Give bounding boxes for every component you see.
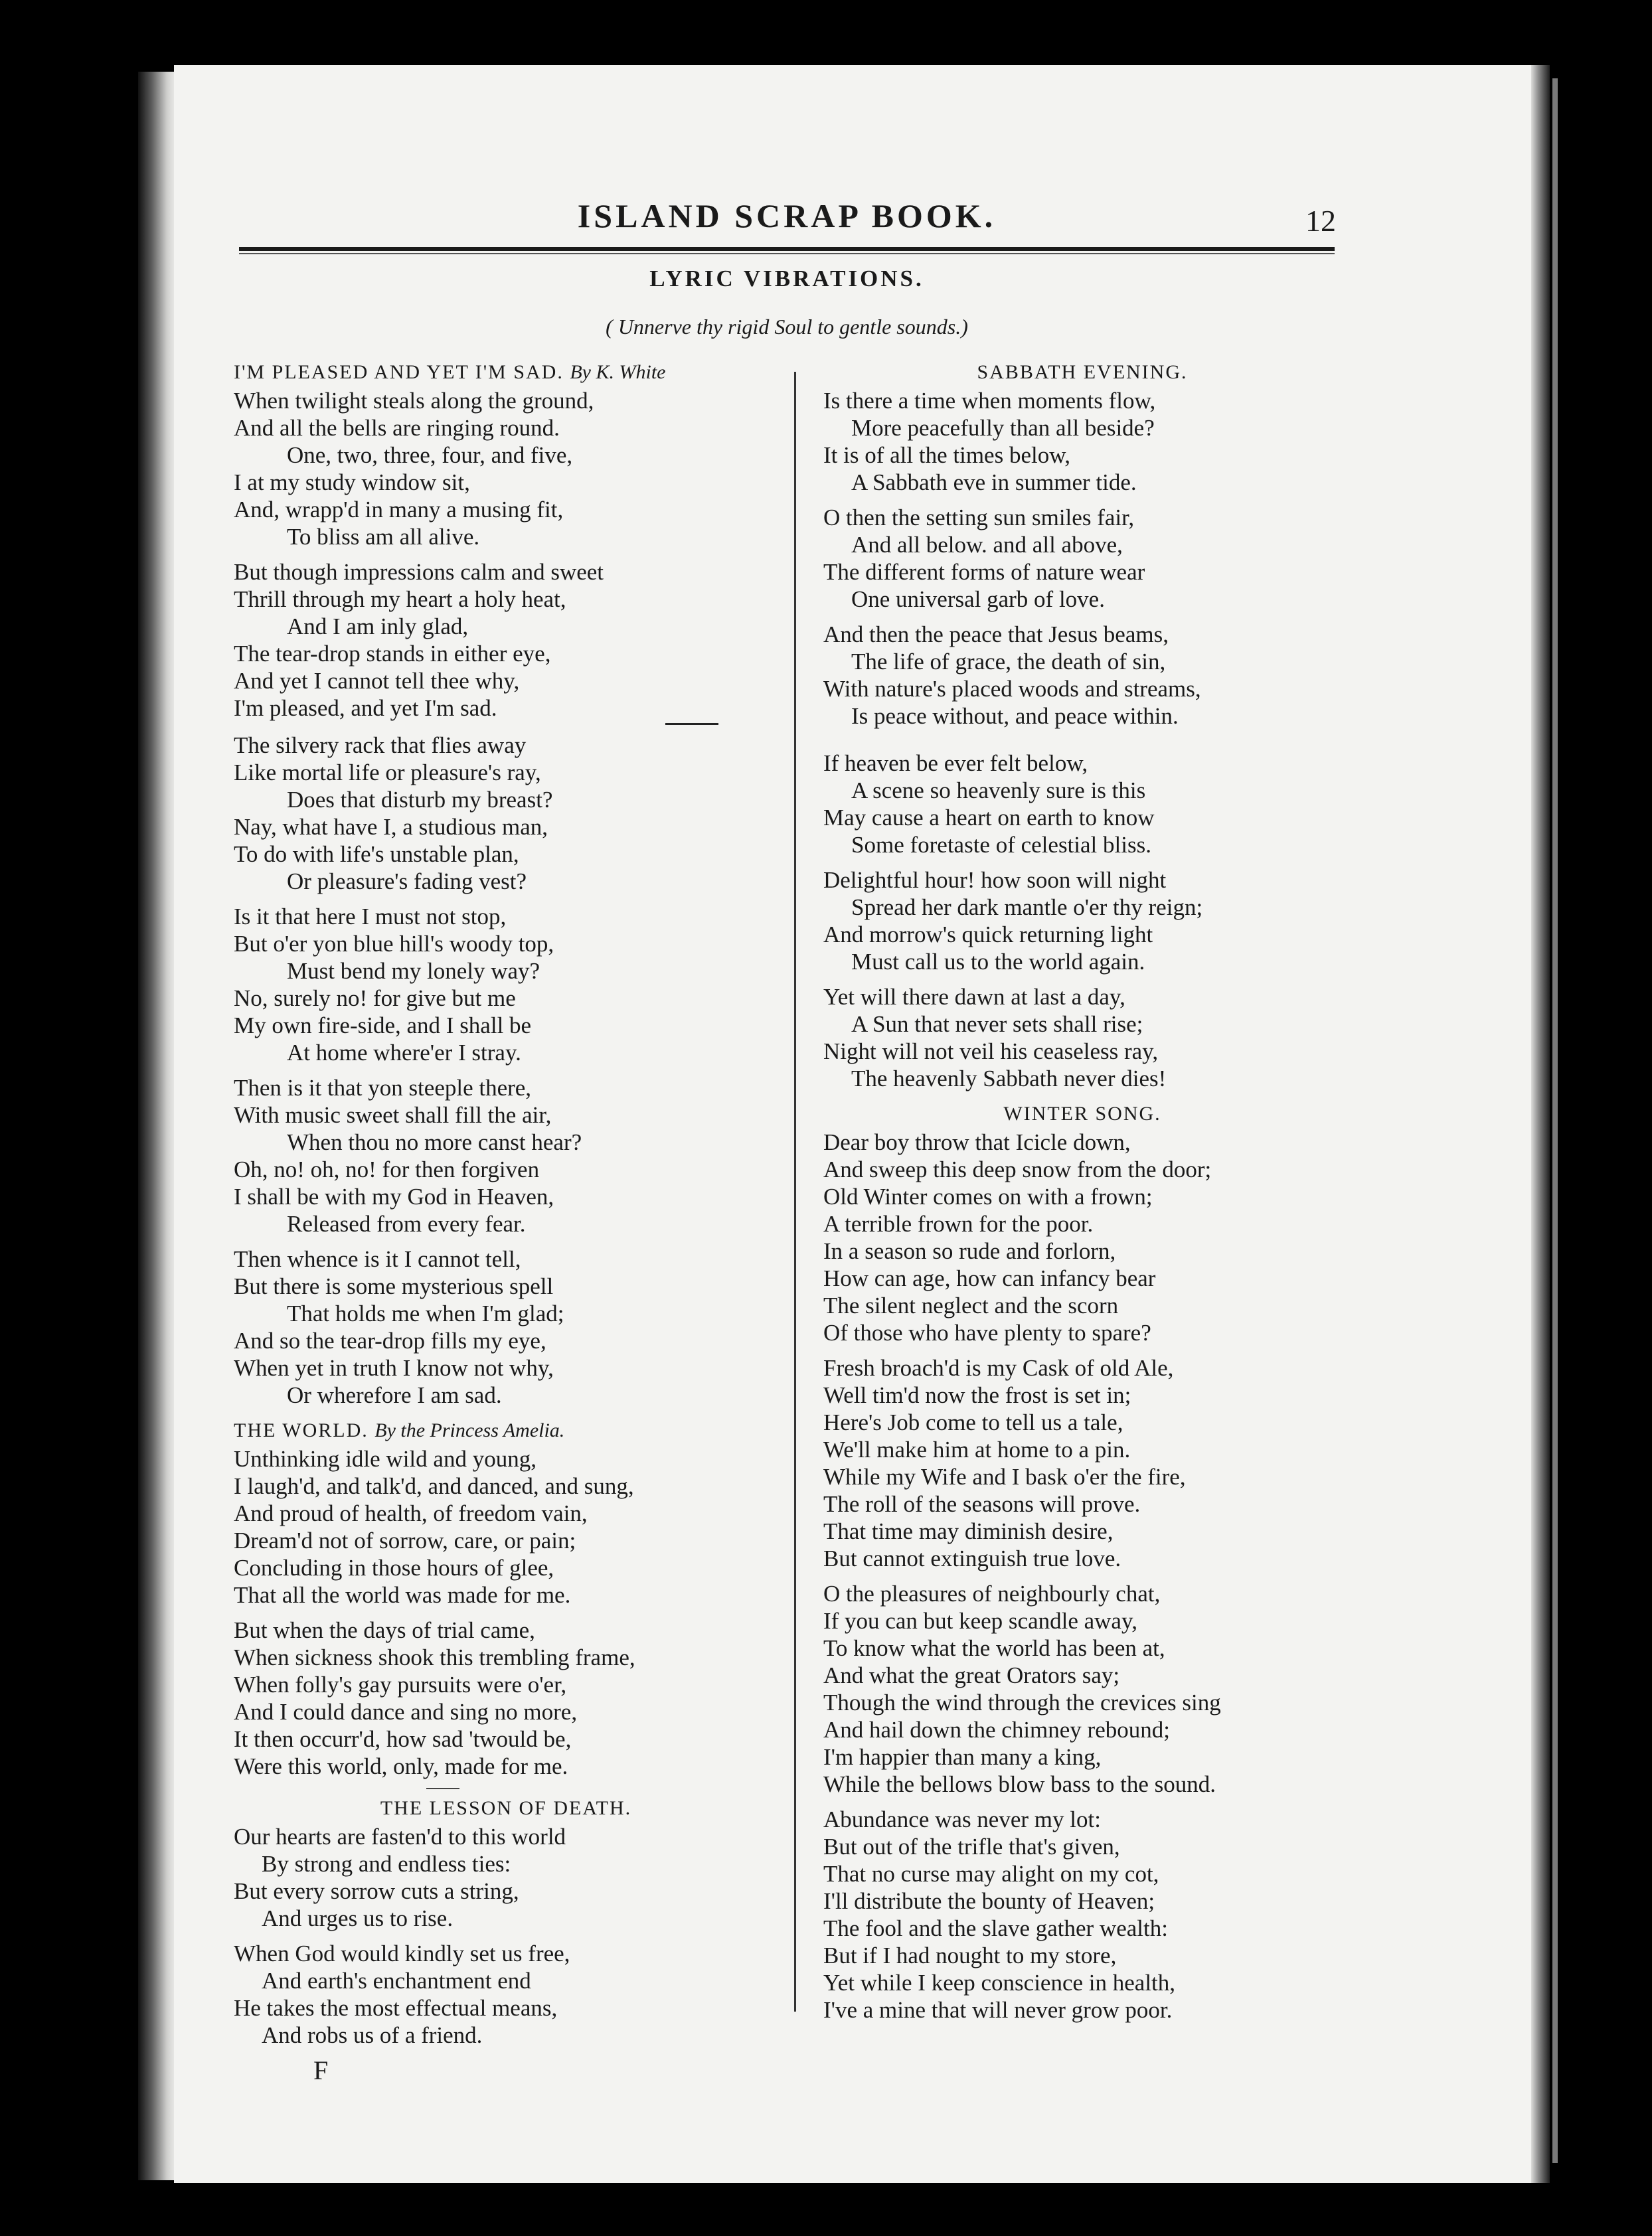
verse-line: The silent neglect and the scorn (823, 1293, 1119, 1318)
verse-line: Is it that here I must not stop, (234, 904, 507, 929)
poem-title-text: THE WORLD. (234, 1419, 369, 1441)
verse-line: Of those who have plenty to spare? (823, 1320, 1151, 1346)
verse-line: And robs us of a friend. (262, 2022, 483, 2048)
verse-line: Unthinking idle wild and young, (234, 1446, 537, 1472)
stanza (823, 1354, 1341, 1572)
verse-line: When God would kindly set us free, (234, 1941, 570, 1966)
verse-line: And hail down the chimney rebound; (823, 1717, 1170, 1743)
stanza (823, 504, 1341, 613)
right-column (823, 359, 1341, 2032)
poem-author: By K. White (570, 361, 666, 383)
poem-the-world (234, 1417, 778, 1780)
verse-line: May cause a heart on earth to know (823, 805, 1155, 831)
stanza (823, 866, 1341, 975)
verse-line: The life of grace, the death of sin, (851, 649, 1166, 675)
verse-line: Or pleasure's fading vest? (287, 868, 527, 894)
stanza (234, 1940, 778, 2049)
stanza (234, 1823, 778, 1932)
column-divider (794, 372, 796, 2012)
verse-line: With music sweet shall fill the air, (234, 1102, 552, 1128)
poem-title-text: I'M PLEASED AND YET I'M SAD. (234, 361, 564, 383)
verse-line: And what the great Orators say; (823, 1662, 1120, 1688)
section-title: LYRIC VIBRATIONS. (649, 266, 924, 291)
stanza (234, 1617, 778, 1780)
stanza-separator (665, 723, 718, 725)
verse-line: But when the days of trial came, (234, 1617, 535, 1643)
verse-line: Night will not veil his ceaseless ray, (823, 1038, 1159, 1064)
verse-line: To know what the world has been at, (823, 1635, 1165, 1661)
verse-line: And all the bells are ringing round. (234, 415, 560, 441)
verse-line: A scene so heavenly sure is this (851, 777, 1146, 803)
verse-line: And earth's enchantment end (262, 1968, 531, 1994)
poem-title: WINTER SONG. (1003, 1103, 1161, 1125)
verse-line: I've a mine that will never grow poor. (823, 1997, 1173, 2023)
poem-separator (426, 1788, 459, 1789)
verse-line: Were this world, only, made for me. (234, 1753, 568, 1779)
stanza (234, 1245, 778, 1409)
stanza (823, 1580, 1341, 1798)
verse-line: Yet while I keep conscience in health, (823, 1970, 1176, 1996)
section-epigraph: ( Unnerve thy rigid Soul to gentle sounds.) (606, 315, 968, 339)
verse-line: If heaven be ever felt below, (823, 750, 1088, 776)
verse-line: But cannot extinguish true love. (823, 1546, 1121, 1571)
verse-line: But though impressions calm and sweet (234, 559, 604, 585)
verse-line: When yet in truth I know not why, (234, 1355, 554, 1381)
verse-line: Then whence is it I cannot tell, (234, 1246, 521, 1272)
verse-line: Here's Job come to tell us a tale, (823, 1409, 1123, 1435)
verse-line: And then the peace that Jesus beams, (823, 621, 1169, 647)
verse-line: Oh, no! oh, no! for then forgiven (234, 1157, 540, 1182)
left-column (234, 359, 778, 2084)
verse-line: Well tim'd now the frost is set in; (823, 1382, 1131, 1408)
verse-line: Released from every fear. (287, 1211, 526, 1237)
poem-author: By the Princess Amelia. (374, 1419, 565, 1441)
verse-line: Or wherefore I am sad. (287, 1382, 502, 1408)
verse-line: I shall be with my God in Heaven, (234, 1184, 554, 1210)
page-edge-right-line (1552, 78, 1558, 2163)
verse-line: When sickness shook this trembling frame, (234, 1644, 635, 1670)
poem-title (234, 1417, 778, 1444)
verse-line: That no curse may alight on my cot, (823, 1861, 1159, 1887)
verse-line: Like mortal life or pleasure's ray, (234, 759, 541, 785)
poem-title: THE LESSON OF DEATH. (380, 1797, 632, 1819)
stanza (823, 983, 1341, 1092)
verse-line: And, wrapp'd in many a musing fit, (234, 497, 564, 522)
verse-line: It is of all the times below, (823, 442, 1070, 468)
verse-line: No, surely no! for give but me (234, 985, 516, 1011)
stanza-list (234, 1445, 778, 1780)
verse-line: But there is some mysterious spell (234, 1273, 554, 1299)
poem-signature: F (313, 2055, 329, 2085)
poem-title (234, 359, 778, 386)
verse-line: And morrow's quick returning light (823, 921, 1153, 947)
verse-line: But o'er yon blue hill's woody top, (234, 931, 554, 957)
verse-line: The roll of the seasons will prove. (823, 1491, 1141, 1517)
binding-shadow-left (138, 72, 177, 2180)
verse-line: Thrill through my heart a holy heat, (234, 586, 566, 612)
verse-line: Concluding in those hours of glee, (234, 1555, 554, 1581)
verse-line: When folly's gay pursuits were o'er, (234, 1672, 567, 1698)
stanza-list (823, 387, 1341, 1092)
verse-line: We'll make him at home to a pin. (823, 1437, 1131, 1463)
verse-line: Fresh broach'd is my Cask of old Ale, (823, 1355, 1174, 1381)
verse-line: That holds me when I'm glad; (287, 1301, 564, 1326)
stanza (234, 732, 778, 895)
stanza (234, 903, 778, 1066)
verse-line: I laugh'd, and talk'd, and danced, and sung, (234, 1473, 634, 1499)
verse-line: With nature's placed woods and streams, (823, 676, 1201, 702)
poem-title: SABBATH EVENING. (977, 361, 1188, 383)
header-rule-thin (239, 253, 1335, 254)
verse-line: The heavenly Sabbath never dies! (851, 1066, 1167, 1091)
page-number: 12 (1305, 204, 1336, 238)
verse-line: At home where'er I stray. (287, 1040, 521, 1066)
running-header (239, 197, 1335, 243)
verse-line: Must call us to the world again. (851, 949, 1145, 975)
verse-line: One, two, three, four, and five, (287, 442, 573, 468)
verse-line: While the bellows blow bass to the sound. (823, 1771, 1216, 1797)
poem-winter-song (823, 1100, 1341, 2024)
stanza (823, 750, 1341, 858)
verse-line: By strong and endless ties: (262, 1851, 511, 1877)
stanza (823, 387, 1341, 496)
verse-line: If you can but keep scandle away, (823, 1608, 1137, 1634)
stanza-gap (823, 738, 1341, 750)
verse-line: And sweep this deep snow from the door; (823, 1157, 1212, 1182)
stanza (234, 1074, 778, 1238)
publication-title: ISLAND SCRAP BOOK. (577, 197, 997, 234)
verse-line: I'm happier than many a king, (823, 1744, 1102, 1770)
verse-line: The silvery rack that flies away (234, 732, 527, 758)
verse-line: And so the tear-drop fills my eye, (234, 1328, 546, 1354)
stanza (823, 1806, 1341, 2024)
verse-line: Old Winter comes on with a frown; (823, 1184, 1153, 1210)
verse-line: The tear-drop stands in either eye, (234, 641, 551, 667)
header-rule (239, 247, 1335, 251)
verse-line: To do with life's unstable plan, (234, 841, 519, 867)
verse-line: Is there a time when moments flow, (823, 388, 1156, 414)
verse-line: Dear boy throw that Icicle down, (823, 1129, 1131, 1155)
page-edge-right (1531, 65, 1550, 2183)
verse-line: How can age, how can infancy bear (823, 1265, 1156, 1291)
stanza-list (234, 387, 778, 1409)
stanza (823, 621, 1341, 730)
verse-line: When thou no more canst hear? (287, 1129, 582, 1155)
poem-pleased-and-sad (234, 359, 778, 1409)
verse-line: The different forms of nature wear (823, 559, 1145, 585)
stanza (823, 1129, 1341, 1346)
verse-line: But if I had nought to my store, (823, 1943, 1117, 1968)
verse-line: A terrible frown for the poor. (823, 1211, 1094, 1237)
stanza-list (823, 1129, 1341, 2024)
verse-line: He takes the most effectual means, (234, 1995, 558, 2021)
verse-line: O the pleasures of neighbourly chat, (823, 1581, 1161, 1607)
verse-line: That all the world was made for me. (234, 1582, 571, 1608)
verse-line: The fool and the slave gather wealth: (823, 1915, 1168, 1941)
verse-line: Some foretaste of celestial bliss. (851, 832, 1151, 858)
verse-line: I'll distribute the bounty of Heaven; (823, 1888, 1155, 1914)
verse-line: Yet will there dawn at last a day, (823, 984, 1125, 1010)
verse-line: Our hearts are fasten'd to this world (234, 1824, 566, 1850)
verse-line: Spread her dark mantle o'er thy reign; (851, 894, 1203, 920)
verse-line: More peacefully than all beside? (851, 415, 1155, 441)
stanza (234, 387, 778, 550)
verse-line: And all below. and all above, (851, 532, 1123, 558)
verse-line: And urges us to rise. (262, 1905, 454, 1931)
verse-line: And yet I cannot tell thee why, (234, 668, 520, 694)
verse-line: A Sabbath eve in summer tide. (851, 469, 1137, 495)
stanza (234, 1445, 778, 1609)
verse-line: Though the wind through the crevices sing (823, 1690, 1221, 1716)
verse-line: And proud of health, of freedom vain, (234, 1500, 588, 1526)
verse-line: Then is it that yon steeple there, (234, 1075, 532, 1101)
verse-line: But out of the trifle that's given, (823, 1834, 1120, 1860)
verse-line: Delightful hour! how soon will night (823, 867, 1167, 893)
stanza (234, 558, 778, 722)
verse-line: To bliss am all alive. (287, 524, 480, 550)
verse-line: Does that disturb my breast? (287, 787, 553, 813)
verse-line: But every sorrow cuts a string, (234, 1878, 519, 1904)
verse-line: A Sun that never sets shall rise; (851, 1011, 1143, 1037)
verse-line: Abundance was never my lot: (823, 1806, 1101, 1832)
verse-line: And I am inly glad, (287, 613, 469, 639)
verse-line: Nay, what have I, a studious man, (234, 814, 548, 840)
verse-line: Must bend my lonely way? (287, 958, 540, 984)
verse-line: That time may diminish desire, (823, 1518, 1114, 1544)
verse-line: O then the setting sun smiles fair, (823, 505, 1135, 530)
verse-line: In a season so rude and forlorn, (823, 1238, 1116, 1264)
verse-line: My own fire-side, and I shall be (234, 1012, 532, 1038)
verse-line: Dream'd not of sorrow, care, or pain; (234, 1528, 576, 1554)
verse-line: Is peace without, and peace within. (851, 703, 1179, 729)
verse-line: I at my study window sit, (234, 469, 470, 495)
verse-line: While my Wife and I bask o'er the fire, (823, 1464, 1186, 1490)
verse-line: It then occurr'd, how sad 'twould be, (234, 1726, 572, 1752)
verse-line: One universal garb of love. (851, 586, 1105, 612)
poem-sabbath-evening (823, 359, 1341, 1092)
verse-line: And I could dance and sing no more, (234, 1699, 578, 1725)
verse-line: I'm pleased, and yet I'm sad. (234, 695, 497, 721)
verse-line: When twilight steals along the ground, (234, 388, 594, 414)
poem-lesson-of-death (234, 1795, 778, 2084)
stanza-list (234, 1823, 778, 2049)
